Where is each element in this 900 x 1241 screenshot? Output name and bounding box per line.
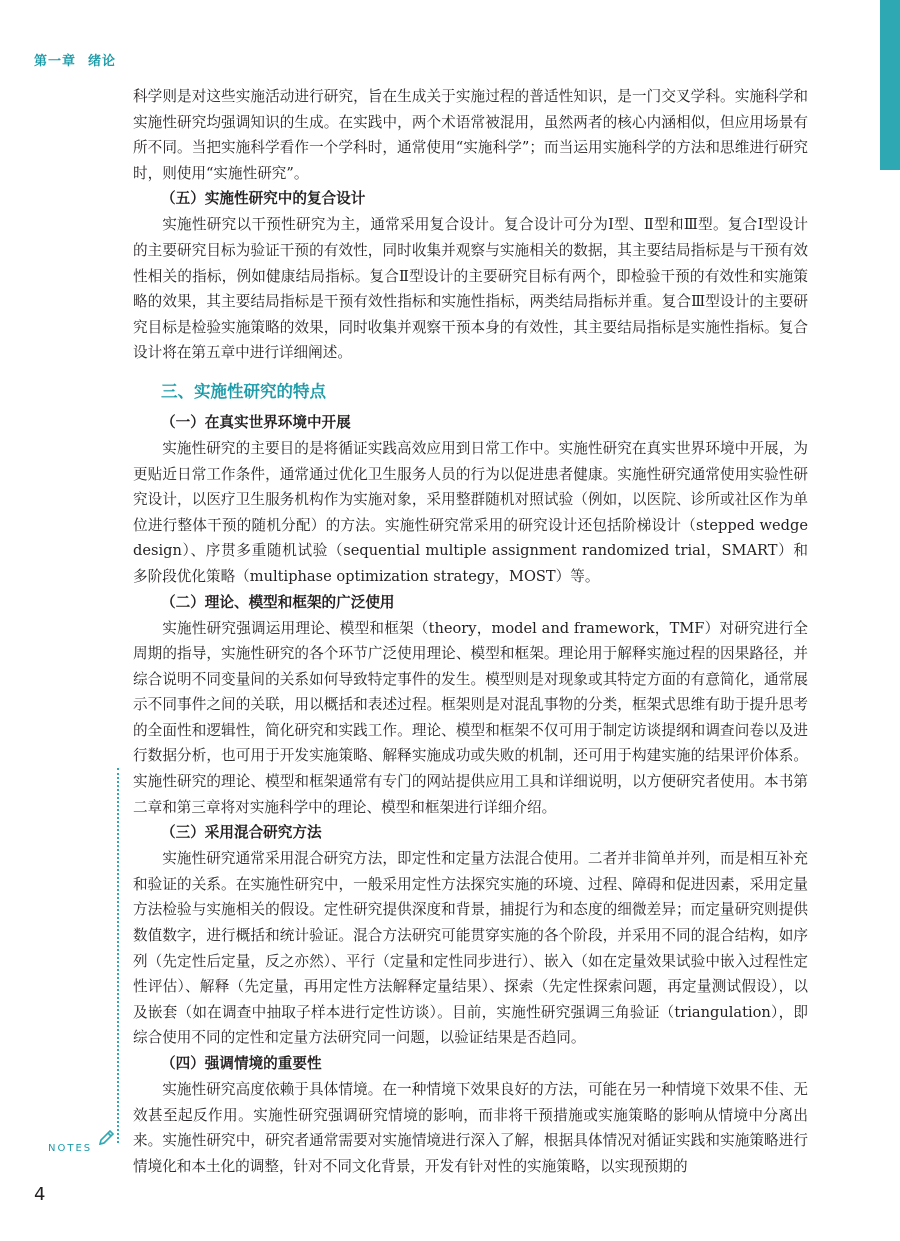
body-text xyxy=(133,84,808,1179)
paragraph: 实施性研究强调运用理论、模型和框架（theory，model and framework，TMF）对研究进行全周期的指导，实施性研究的各个环节广泛使用理论、模型和框架。理论用于解释实施过程的因果路径，并综合说明不同变量间的关系如何导致特定事件的发生。模型则是对现象或其特定方面的有意简化，通常展示不同事件之间的关联，用以概括和表述过程。框架则是对混乱事物的分类，框架式思维有助于提升思考的全面性和逻辑性，简化研究和实践工作。理论、模型和框架不仅可用于制定访谈提纲和调查问卷以及进行数据分析，也可用于开发实施策略、解释实施成功或失败的机制，还可用于构建实施的结果评价体系。实施性研究的理论、模型和框架通常有专门的网站提供应用工具和详细说明，以方便研究者使用。本书第二章和第三章将对实施科学中的理论、模型和框架进行详细介绍。 xyxy=(133,619,808,816)
page-header xyxy=(0,0,900,69)
notes-label: NOTES xyxy=(48,1143,93,1154)
pencil-icon xyxy=(96,1128,116,1148)
notes-dotted-line xyxy=(117,768,119,1143)
paragraph: 实施性研究通常采用混合研究方法，即定性和定量方法混合使用。二者并非简单并列，而是相互补充和验证的关系。在实施性研究中，一般采用定性方法探究实施的环境、过程、障碍和促进因素，采用定量方法检验与实施相关的假设。定性研究提供深度和背景，捕捉行为和态度的细微差异；而定量研究则提供数值数字，进行概括和统计验证。混合方法研究可能贯穿实施的各个阶段，并采用不同的混合结构，如序列（先定性后定量，反之亦然）、平行（定量和定性同步进行）、嵌入（如在定量效果试验中嵌入过程性定性评估）、解释（先定量，再用定性方法解释定量结果）、探索（先定性探索问题，再定量测试假设），以及嵌套（如在调查中抽取子样本进行定性访谈）。目前，实施性研究强调三角验证（triangulation），即综合使用不同的定性和定量方法研究同一问题，以验证结果是否趋同。 xyxy=(133,850,808,1047)
paragraph: 实施性研究高度依赖于具体情境。在一种情境下效果良好的方法，可能在另一种情境下效果不佳、无效甚至起反作用。实施性研究强调研究情境的影响，而非将干预措施或实施策略的影响从情境中分离出来。实施性研究中，研究者通常需要对实施情境进行深入了解，根据具体情况对循证实践和实施策略进行情境化和本土化的调整，针对不同文化背景，开发有针对性的实施策略，以实现预期的 xyxy=(133,1081,808,1175)
subsection-heading: （五）实施性研究中的复合设计 xyxy=(161,190,366,208)
section-heading: 三、实施性研究的特点 xyxy=(161,381,326,401)
subsection-heading: （三）采用混合研究方法 xyxy=(161,824,322,842)
paragraph: 实施性研究以干预性研究为主，通常采用复合设计。复合设计可分为Ⅰ型、Ⅱ型和Ⅲ型。复合Ⅰ型设计的主要研究目标为验证干预的有效性，同时收集并观察与实施相关的数据，其主要结局指标是与干预有效性相关的指标，例如健康结局指标。复合Ⅱ型设计的主要研究目标有两个，即检验干预的有效性和实施策略的效果，其主要结局指标是干预有效性指标和实施性指标，两类结局指标并重。复合Ⅲ型设计的主要研究目标是检验实施策略的效果，同时收集并观察干预本身的有效性，其主要结局指标是实施性指标。复合设计将在第五章中进行详细阐述。 xyxy=(133,216,808,362)
running-head xyxy=(34,50,116,69)
subsection-heading: （一）在真实世界环境中开展 xyxy=(161,413,351,431)
subsection-heading: （二）理论、模型和框架的广泛使用 xyxy=(161,593,395,611)
paragraph: 科学则是对这些实施活动进行研究，旨在生成关于实施过程的普适性知识，是一门交叉学科。实施科学和实施性研究均强调知识的生成。在实践中，两个术语常被混用，虽然两者的核心内涵相似，但应用场景有所不同。当把实施科学看作一个学科时，通常使用“实施科学”；而当运用实施科学的方法和思维进行研究时，则使用“实施性研究”。 xyxy=(133,88,808,182)
chapter-title: 绪论 xyxy=(88,54,117,69)
paragraph: 实施性研究的主要目的是将循证实践高效应用到日常工作中。实施性研究在真实世界环境中开展，为更贴近日常工作条件，通常通过优化卫生服务人员的行为以促进患者健康。实施性研究通常使用实验性研究设计，以医疗卫生服务机构作为实施对象，采用整群随机对照试验（例如，以医院、诊所或社区作为单位进行整体干预的随机分配）的方法。实施性研究常采用的研究设计还包括阶梯设计（stepped wedge design）、序贯多重随机试验（sequential multiple assignment randomized trial，SMART）和多阶段优化策略（multiphase optimization strategy，MOST）等。 xyxy=(133,439,808,585)
subsection-heading: （四）强调情境的重要性 xyxy=(161,1055,322,1072)
side-color-bar xyxy=(880,0,900,170)
chapter-number: 第一章 xyxy=(34,54,77,69)
page-number: 4 xyxy=(34,1184,46,1205)
